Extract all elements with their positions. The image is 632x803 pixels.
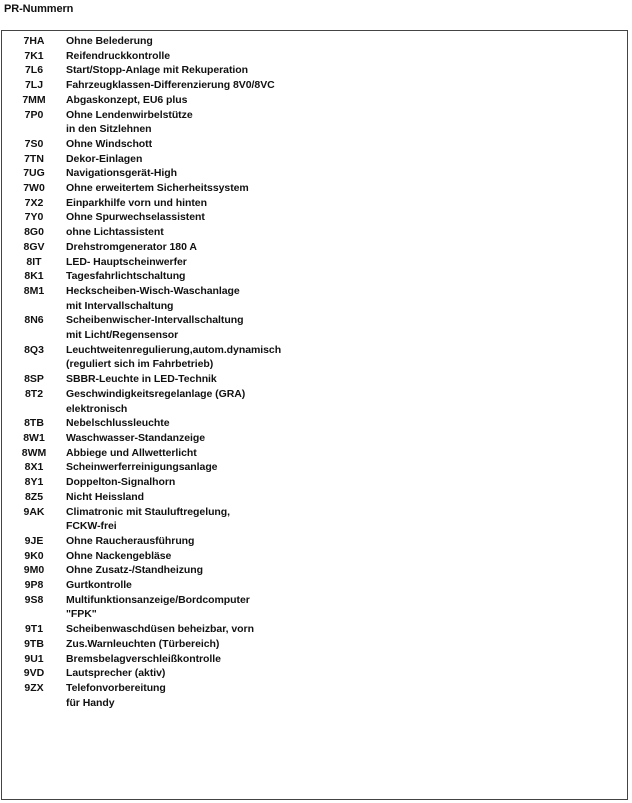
pr-description: Geschwindigkeitsregelanlage (GRA) elektronisch <box>66 387 246 415</box>
list-item <box>2 666 627 681</box>
pr-code: 9JE <box>24 534 44 547</box>
pr-description: Scheinwerferreinigungsanlage <box>66 461 218 474</box>
pr-code: 7S0 <box>24 137 44 150</box>
list-item <box>2 563 627 578</box>
pr-description: SBBR-Leuchte in LED-Technik <box>66 373 217 386</box>
pr-description: Dekor-Einlagen <box>66 152 143 165</box>
list-item <box>2 78 627 93</box>
list-item <box>2 372 627 387</box>
pr-description: Telefonvorbereitung für Handy <box>66 681 166 709</box>
list-item <box>2 622 627 637</box>
pr-description: Ohne Spurwechselassistent <box>66 211 205 224</box>
list-item <box>2 269 627 284</box>
list-item <box>2 225 627 240</box>
pr-code: 7TN <box>24 152 44 165</box>
list-item <box>2 549 627 564</box>
pr-description: Ohne Nackengebläse <box>66 549 172 562</box>
pr-code: 9M0 <box>23 564 45 577</box>
list-item <box>2 34 627 49</box>
list-item <box>2 446 627 461</box>
pr-description: Scheibenwaschdüsen beheizbar, vorn <box>66 623 254 636</box>
list-item <box>2 63 627 78</box>
pr-number-list <box>2 34 627 710</box>
pr-description: Ohne Raucherausführung <box>66 534 195 547</box>
list-item <box>2 578 627 593</box>
pr-code: 7HA <box>23 35 45 47</box>
pr-code: 8Z5 <box>24 490 44 503</box>
pr-description: Doppelton-Signalhorn <box>66 476 176 489</box>
pr-code: 7UG <box>23 167 45 180</box>
pr-code: 8K1 <box>24 270 44 283</box>
list-item <box>2 49 627 64</box>
pr-code: 8GV <box>23 240 45 253</box>
list-item <box>2 431 627 446</box>
pr-description: Gurtkontrolle <box>66 579 132 592</box>
list-item <box>2 152 627 167</box>
pr-code: 9VD <box>23 667 45 680</box>
pr-code: 7K1 <box>24 49 44 62</box>
list-item <box>2 681 627 710</box>
pr-code: 8WM <box>21 446 47 459</box>
pr-code: 7MM <box>22 93 46 106</box>
pr-description: Bremsbelagverschleißkontrolle <box>66 652 221 665</box>
pr-code: 8X1 <box>24 461 44 474</box>
pr-code: 8TB <box>24 417 44 430</box>
pr-code: 8W1 <box>23 431 45 444</box>
list-item <box>2 210 627 225</box>
pr-description: Multifunktionsanzeige/Bordcomputer "FPK" <box>66 593 250 621</box>
pr-code: 9U1 <box>24 652 44 665</box>
list-item <box>2 93 627 108</box>
list-item <box>2 313 627 342</box>
list-item <box>2 490 627 505</box>
pr-description: ohne Lichtassistent <box>66 226 164 239</box>
list-item <box>2 460 627 475</box>
pr-code: 7LJ <box>24 79 44 92</box>
pr-code: 8N6 <box>24 314 44 327</box>
pr-code: 8SP <box>24 373 44 386</box>
pr-description: Abbiege und Allwetterlicht <box>66 446 197 459</box>
pr-description: Heckscheiben-Wisch-Waschanlage mit Intervallschaltung <box>66 284 240 312</box>
pr-description: Drehstromgenerator 180 A <box>66 240 197 253</box>
pr-code: 7W0 <box>23 182 45 195</box>
pr-description: Einparkhilfe vorn und hinten <box>66 196 207 209</box>
list-item <box>2 196 627 211</box>
list-item <box>2 475 627 490</box>
list-item <box>2 284 627 313</box>
pr-number-table <box>1 30 628 800</box>
pr-description: Waschwasser-Standanzeige <box>66 431 206 444</box>
pr-code: 9K0 <box>24 549 44 562</box>
list-item <box>2 505 627 534</box>
list-item <box>2 416 627 431</box>
list-item <box>2 240 627 255</box>
pr-code: 9P8 <box>24 579 44 592</box>
list-item <box>2 255 627 270</box>
pr-code: 9S8 <box>24 593 44 606</box>
pr-description: Abgaskonzept, EU6 plus <box>66 93 188 106</box>
pr-code: 9ZX <box>24 681 44 694</box>
pr-code: 8T2 <box>24 387 44 400</box>
pr-code: 8G0 <box>24 226 44 239</box>
pr-description: LED- Hauptscheinwerfer <box>66 255 187 268</box>
list-item <box>2 637 627 652</box>
pr-code: 7X2 <box>24 196 44 209</box>
pr-description: Navigationsgerät-High <box>66 167 177 180</box>
pr-description: Zus.Warnleuchten (Türbereich) <box>66 637 220 650</box>
list-item <box>2 166 627 181</box>
pr-code: 8M1 <box>23 284 45 297</box>
pr-description: Climatronic mit Stauluftregelung, FCKW-frei <box>66 505 231 533</box>
pr-description: Ohne Belederung <box>66 35 153 47</box>
pr-description: Tagesfahrlichtschaltung <box>66 270 186 283</box>
list-item <box>2 593 627 622</box>
pr-description: Fahrzeugklassen-Differenzierung 8V0/8VC <box>66 79 275 92</box>
list-item <box>2 108 627 137</box>
pr-code: 8IT <box>26 255 42 268</box>
list-item <box>2 343 627 372</box>
page-title: PR-Nummern <box>4 3 74 15</box>
list-item <box>2 181 627 196</box>
list-item <box>2 534 627 549</box>
pr-description: Ohne erweitertem Sicherheitssystem <box>66 182 249 195</box>
pr-code: 8Q3 <box>24 343 44 356</box>
pr-code: 9TB <box>24 637 44 650</box>
pr-description: Scheibenwischer-Intervallschaltung mit Licht/Regensensor <box>66 314 244 342</box>
pr-description: Ohne Windschott <box>66 137 153 150</box>
pr-code: 9T1 <box>24 623 44 636</box>
pr-description: Reifendruckkontrolle <box>66 49 171 62</box>
pr-description: Lautsprecher (aktiv) <box>66 667 166 680</box>
pr-description: Ohne Lendenwirbelstütze in den Sitzlehnen <box>66 108 193 136</box>
list-item <box>2 652 627 667</box>
list-item <box>2 387 627 416</box>
pr-description: Ohne Zusatz-/Standheizung <box>66 564 203 577</box>
pr-description: Start/Stopp-Anlage mit Rekuperation <box>66 64 249 77</box>
pr-code: 7Y0 <box>24 211 44 224</box>
pr-code: 8Y1 <box>24 476 44 489</box>
pr-code: 9AK <box>23 505 45 518</box>
pr-description: Nebelschlussleuchte <box>66 417 170 430</box>
pr-description: Nicht Heissland <box>66 490 145 503</box>
pr-code: 7L6 <box>24 64 44 77</box>
list-item <box>2 137 627 152</box>
pr-description: Leuchtweitenregulierung,autom.dynamisch (reguliert sich im Fahrbetrieb) <box>66 343 282 371</box>
pr-code: 7P0 <box>24 108 44 121</box>
